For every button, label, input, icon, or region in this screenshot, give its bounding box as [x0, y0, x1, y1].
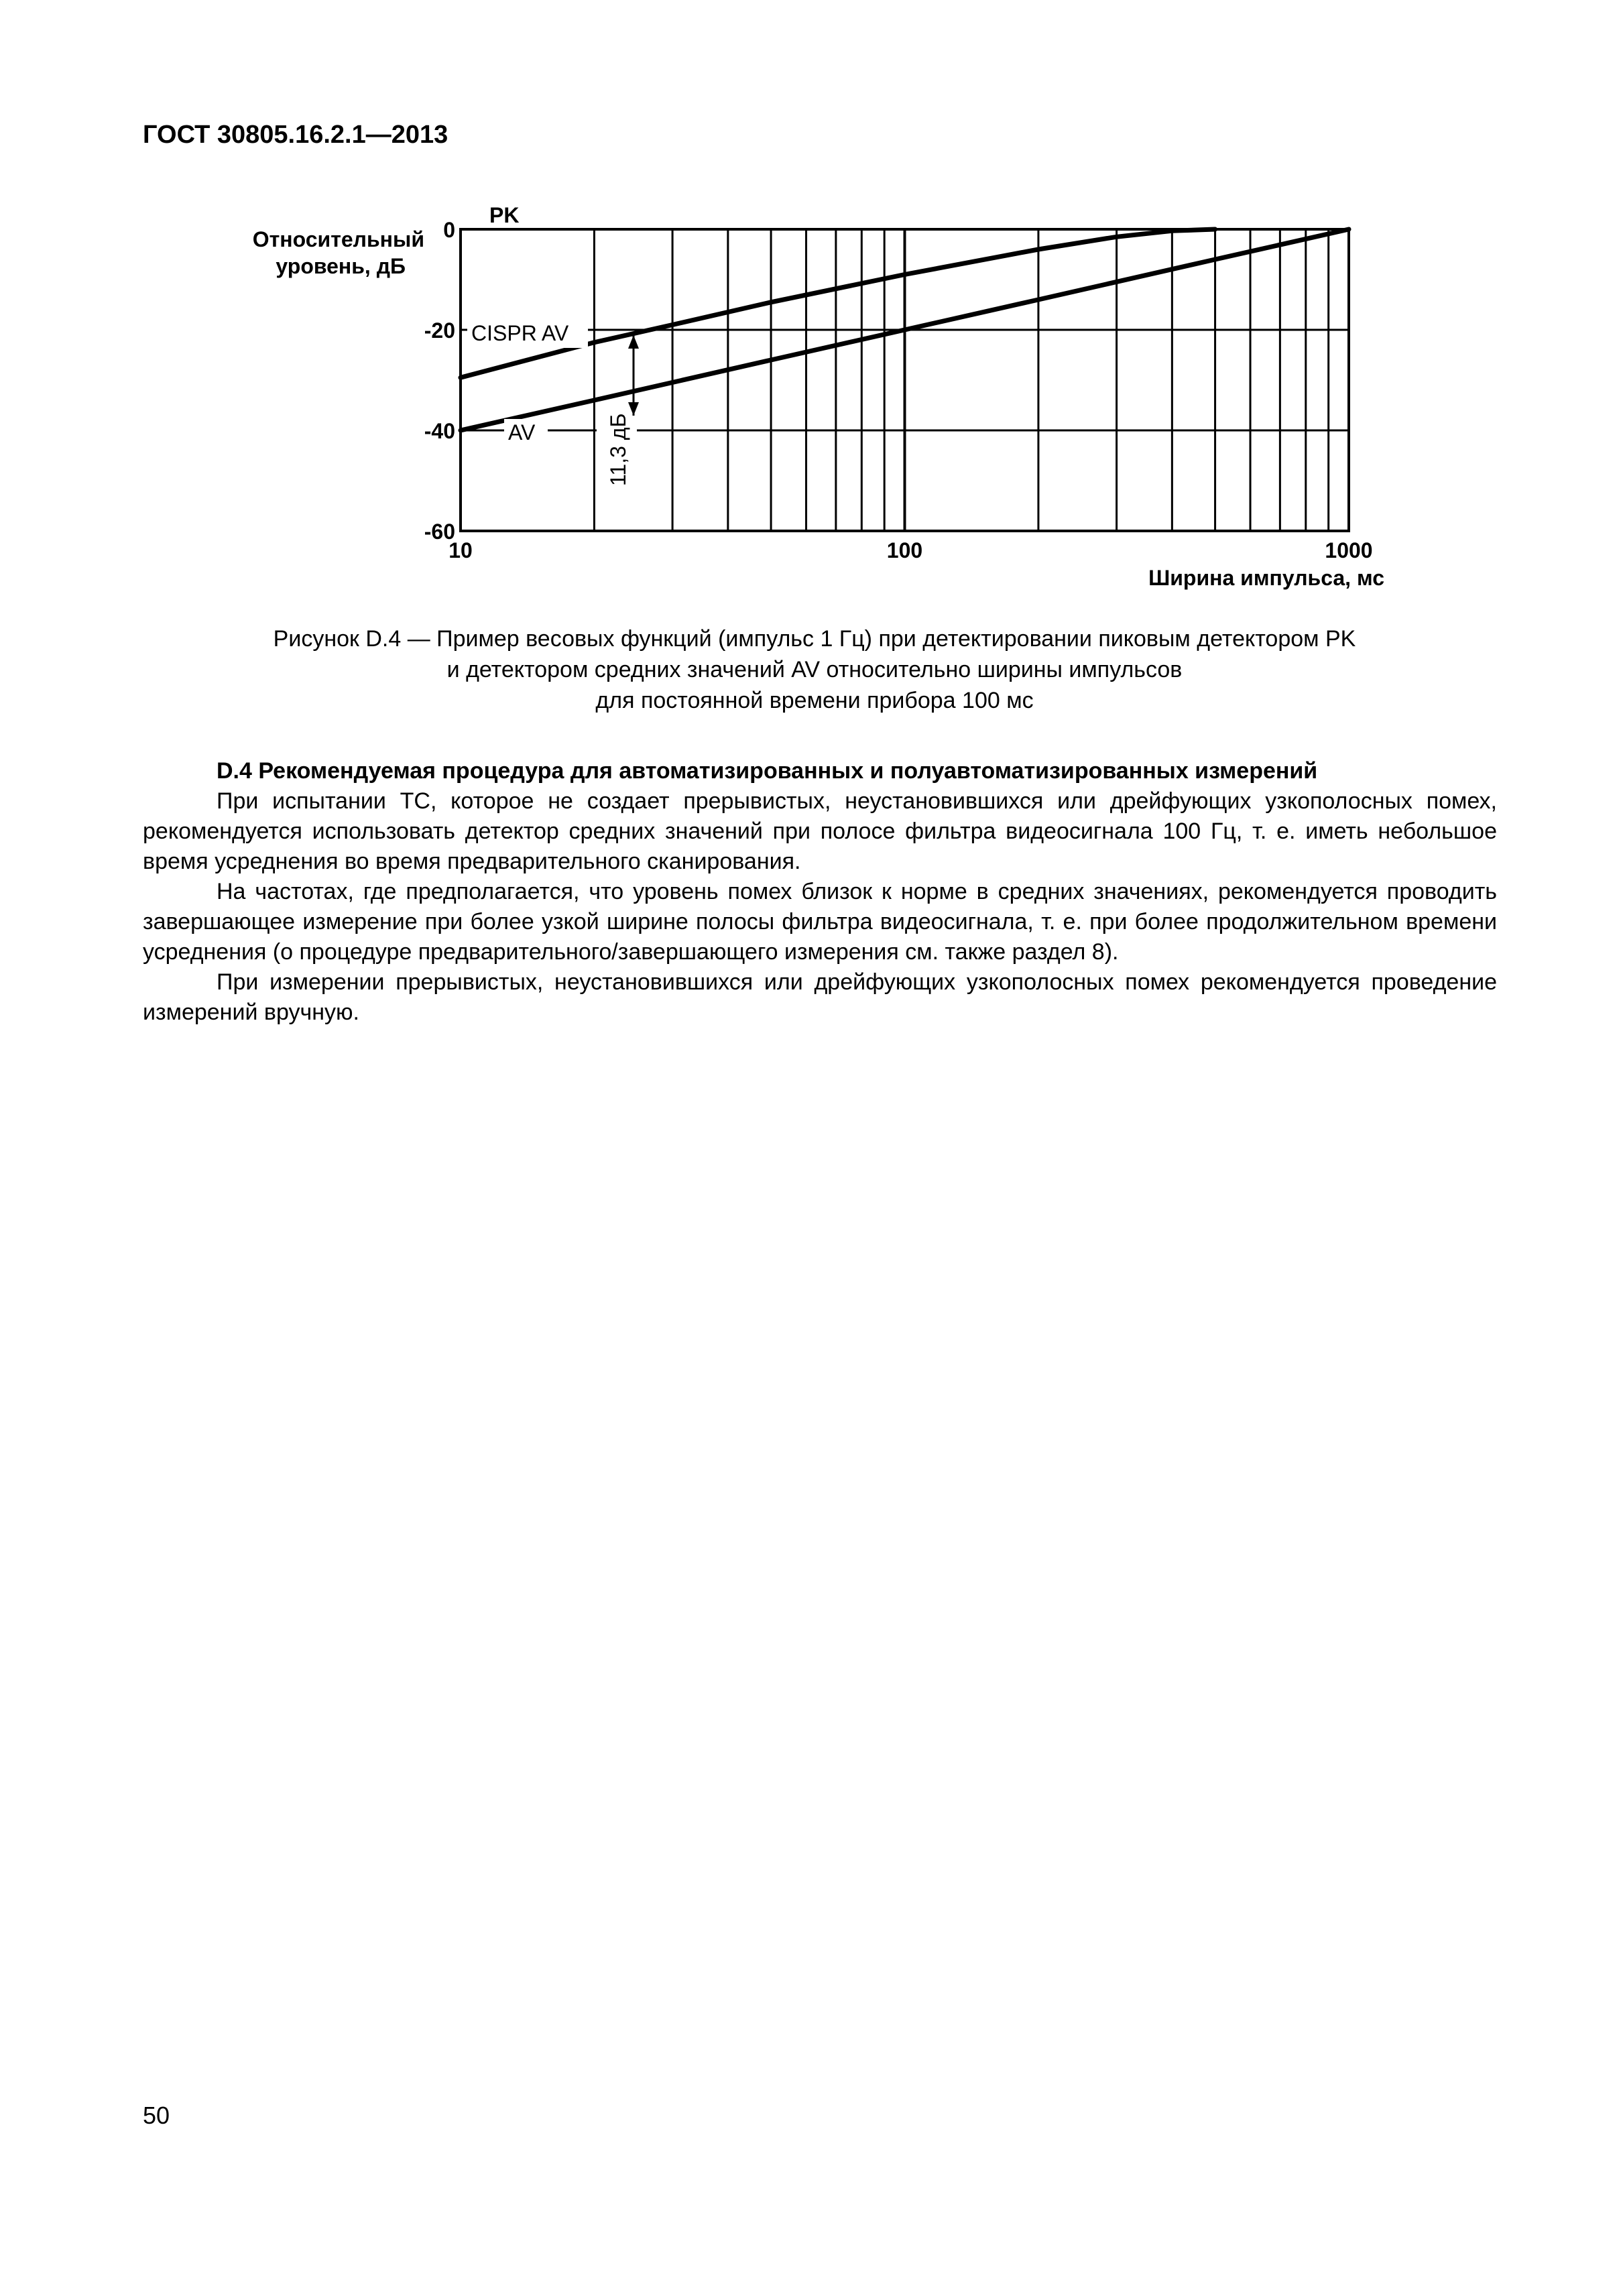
weighting-function-chart — [0, 0, 1623, 603]
annotation-cispr-av: CISPR AV — [471, 321, 569, 345]
x-tick-label: 1000 — [1325, 538, 1373, 562]
caption-line-1: Рисунок D.4 — Пример весовых функций (импульс 1 Гц) при детектировании пиковым детектором PK — [273, 626, 1356, 652]
y-axis-label-line2: уровень, дБ — [276, 254, 406, 278]
x-tick-label: 100 — [886, 538, 923, 562]
document-code: ГОСТ 30805.16.2.1—2013 — [143, 121, 448, 149]
page-number: 50 — [143, 2102, 170, 2129]
series-label-pk: PK — [489, 203, 520, 227]
y-tick-label: -60 — [424, 520, 455, 544]
section-heading: D.4 Рекомендуемая процедура для автоматизированных и полуавтоматизированных измерений — [217, 758, 1318, 784]
series-line-pk — [461, 229, 1215, 377]
y-tick-label: -20 — [424, 318, 455, 343]
y-axis-label-line1: Относительный — [252, 227, 424, 251]
x-axis-label: Ширина импульса, мс — [1148, 566, 1384, 590]
section-d4 — [143, 756, 1497, 1028]
annotation-difference-db: 11,3 дБ — [606, 413, 630, 486]
section-paragraph-3: При измерении прерывистых, неустановившихся или дрейфующих узкополосных помех рекомендуется проведение измерений вручную. — [143, 969, 1497, 1025]
x-tick-label: 10 — [448, 538, 473, 562]
caption-line-2: и детектором средних значений AV относительно ширины импульсов — [446, 657, 1183, 682]
caption-line-3: для постоянной времени прибора 100 мс — [595, 688, 1034, 713]
section-paragraph-2: На частотах, где предполагается, что уровень помех близок к норме в средних значениях, рекомендуется проводить завершающее измерение при более узкой ширине полосы фильтра видеосигнала, т. е. при более продолжительном времени усреднения (о процедуре предварительного/завершающего измерения см. также раздел 8). — [143, 879, 1497, 965]
y-tick-label: -40 — [424, 419, 455, 443]
section-paragraph-1: При испытании ТС, которое не создает прерывистых, неустановившихся или дрейфующих узкополосных помех, рекомендуется использовать детектор средних значений при полосе фильтра видеосигнала 100 Гц, т. е. иметь небольшое время усреднения во время предварительного сканирования. — [143, 788, 1497, 874]
series-label-av: AV — [508, 420, 536, 444]
difference-arrow — [597, 335, 639, 488]
y-tick-label: 0 — [443, 218, 455, 242]
figure-caption — [147, 623, 1482, 716]
